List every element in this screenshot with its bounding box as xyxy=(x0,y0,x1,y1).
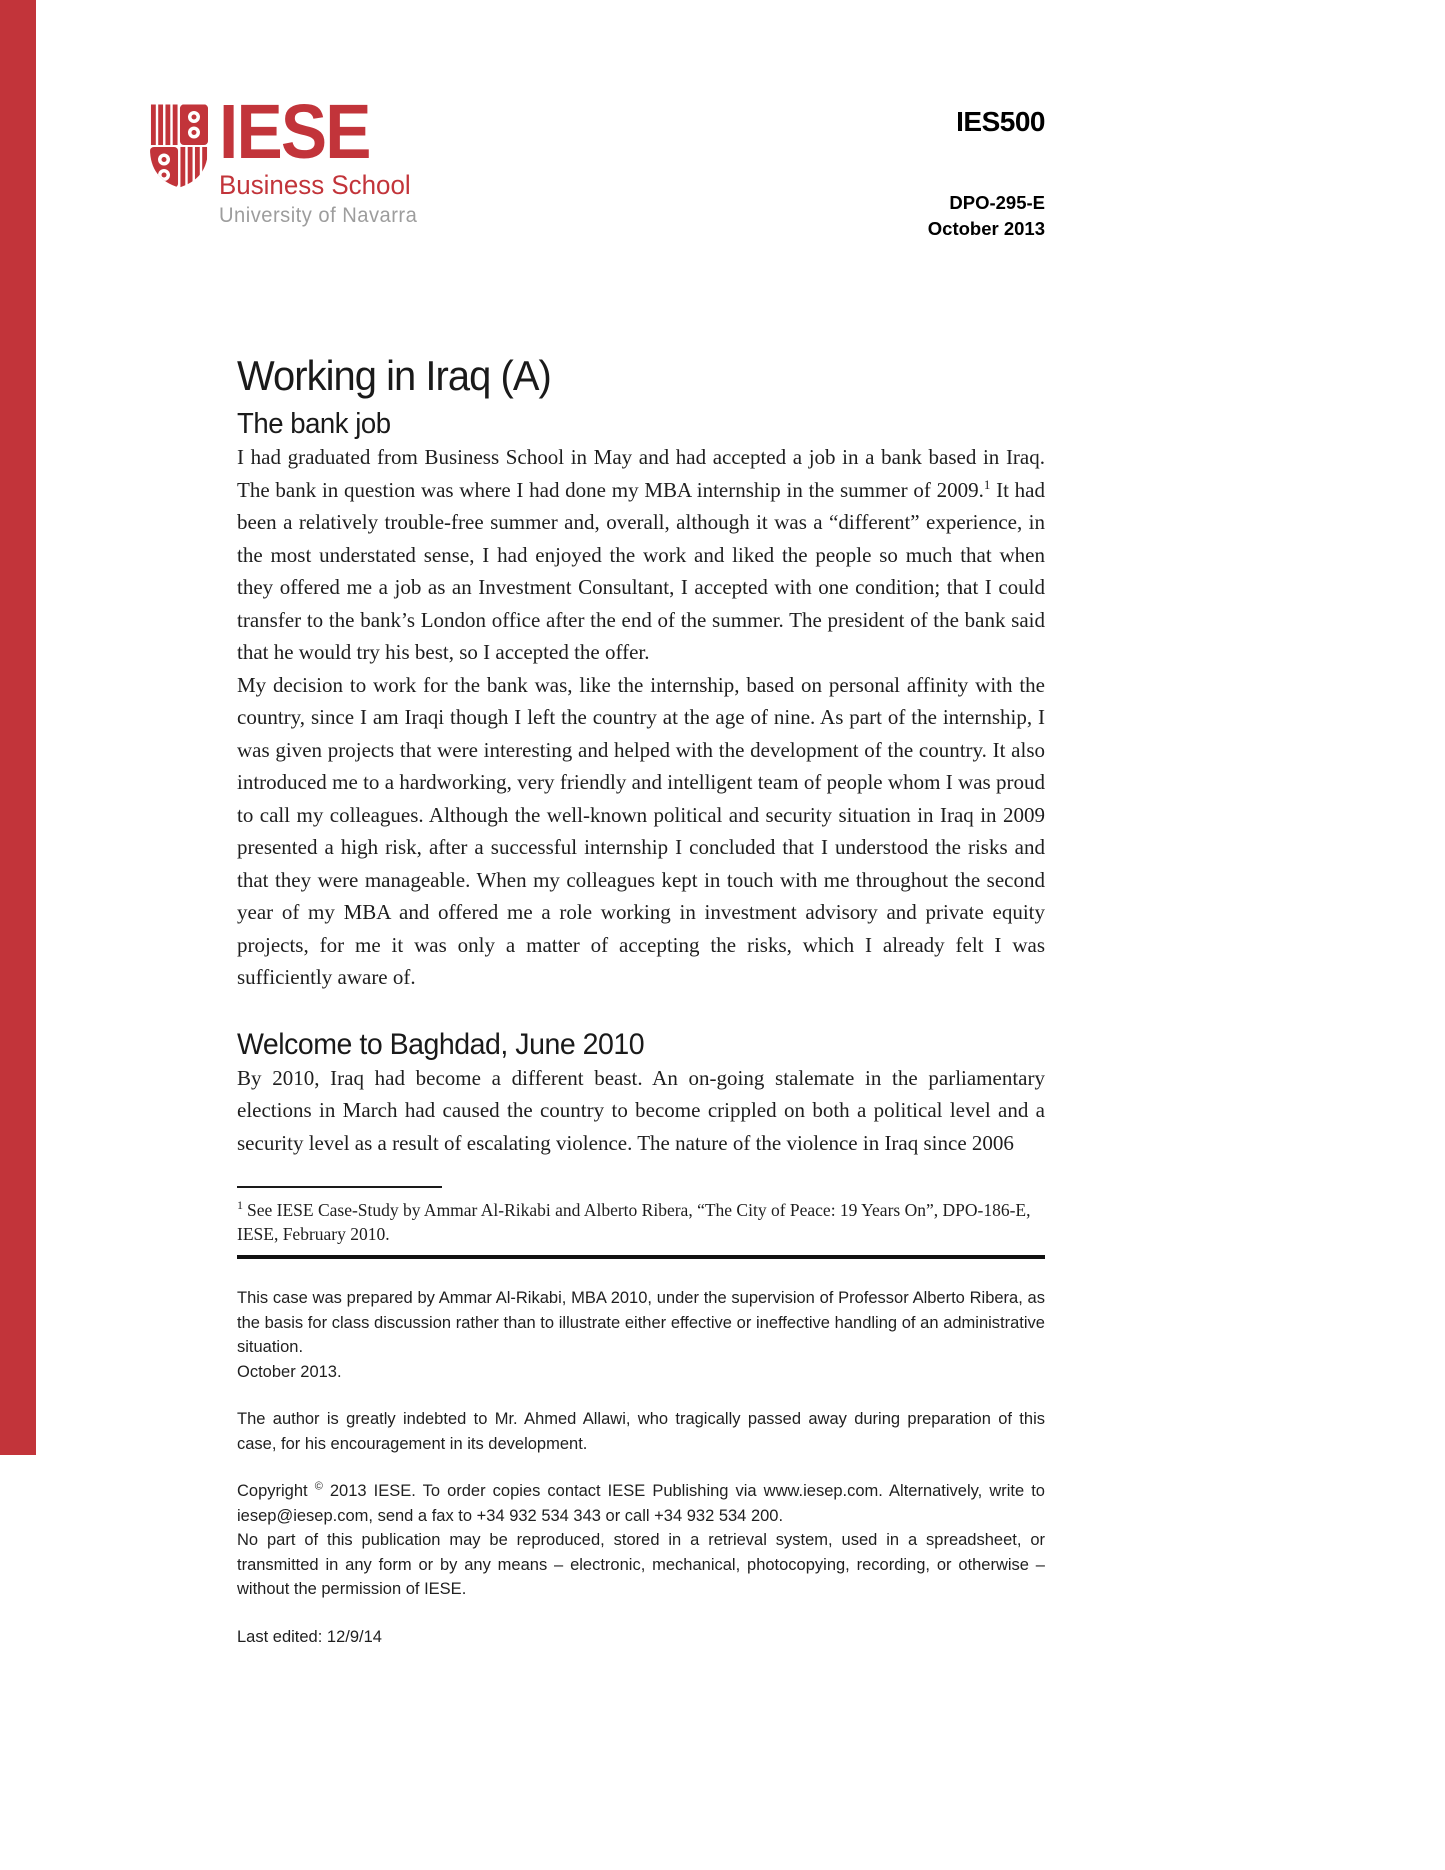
section-heading: Welcome to Baghdad, June 2010 xyxy=(237,1027,645,1061)
footnote-1-marker: 1 xyxy=(237,1198,243,1213)
document-date: October 2013 xyxy=(927,218,1045,239)
logo-acronym: IESE xyxy=(219,89,370,175)
footer-copyright xyxy=(237,1479,1045,1528)
footer-prepared-date: October 2013. xyxy=(237,1362,342,1381)
paragraph-1-text: I had graduated from Business School in May and had accepted a job in a bank based in Iraq. The bank in question was where I had done my MBA internship in the summer of 2009. xyxy=(237,445,1045,502)
footer-dedication: The author is greatly indebted to Mr. Ahmed Allawi, who tragically passed away during preparation of this case, for his encouragement in its development. xyxy=(237,1410,1045,1453)
footnote-1-text: See IESE Case-Study by Ammar Al-Rikabi and Alberto Ribera, “The City of Peace: 19 Years On”, DPO-186-E, IESE, February 2010. xyxy=(237,1200,1031,1244)
footer-divider-rule xyxy=(237,1255,1045,1259)
paragraph-3: By 2010, Iraq had become a different beast. An on-going stalemate in the parliamentary elections in March had caused the country to become crippled on both a political level and a security level as a result of escalating violence. The nature of the violence in Iraq since 2006 xyxy=(237,1065,1045,1155)
document-reference: DPO-295-E xyxy=(949,192,1045,213)
logo-university-name: University of Navarra xyxy=(219,204,418,228)
logo-school-name: Business School xyxy=(219,170,411,201)
paragraph-1 xyxy=(237,441,1045,669)
copyright-text: 2013 IESE. To order copies contact IESE Publishing via www.iesep.com. Alternatively, write to iesep@iesep.com, send a fax to +34 932 534 343 or call +34 932 534 200. xyxy=(237,1482,1045,1525)
document-body-column xyxy=(237,0,1045,1649)
footnote-1-marker-inline: 1 xyxy=(983,476,991,492)
case-footer xyxy=(237,1286,1045,1649)
left-margin-red-bar xyxy=(0,0,36,1455)
iese-shield-icon xyxy=(150,104,208,188)
footer-prepared-by: This case was prepared by Ammar Al-Rikabi, MBA 2010, under the supervision of Professor Alberto Ribera, as the basis for class discussion rather than to illustrate either effective or ineffective handling of an administrative situation. xyxy=(237,1289,1045,1356)
copyright-word: Copyright xyxy=(237,1482,308,1500)
copyright-symbol: © xyxy=(314,1480,323,1493)
footer-last-edited: Last edited: 12/9/14 xyxy=(237,1627,382,1646)
footnote-1 xyxy=(237,1198,1045,1246)
footnote-separator-rule xyxy=(237,1186,442,1188)
course-code: IES500 xyxy=(956,106,1045,137)
footer-rights: No part of this publication may be reproduced, stored in a retrieval system, used in a spreadsheet, or transmitted in any form or by any means – electronic, mechanical, photocopying, recording, or otherwise – without the permission of IESE. xyxy=(237,1531,1045,1598)
page-title: Working in Iraq (A) xyxy=(237,352,551,399)
paragraph-1-continued: It had been a relatively trouble-free summer and, overall, although it was a “different” experience, in the most understated sense, I had enjoyed the work and liked the people so much that when they offered me a job as an Investment Consultant, I accepted with one condition; that I could transfer to the bank’s London office after the end of the summer. The president of the bank said that he would try his best, so I accepted the offer. xyxy=(237,477,1045,664)
page-subtitle: The bank job xyxy=(237,408,391,440)
paragraph-2: My decision to work for the bank was, like the internship, based on personal affinity with the country, since I am Iraqi though I left the country at the age of nine. As part of the internship, I was given projects that were interesting and helped with the development of the country. It also introduced me to a hardworking, very friendly and intelligent team of people whom I was proud to call my colleagues. Although the well-known political and security situation in Iraq in 2009 presented a high risk, after a successful internship I concluded that I understood the risks and that they were manageable. When my colleagues kept in touch with me throughout the second year of my MBA and offered me a role working in investment advisory and private equity projects, for me it was only a matter of accepting the risks, which I already felt I was sufficiently aware of. xyxy=(237,672,1045,989)
